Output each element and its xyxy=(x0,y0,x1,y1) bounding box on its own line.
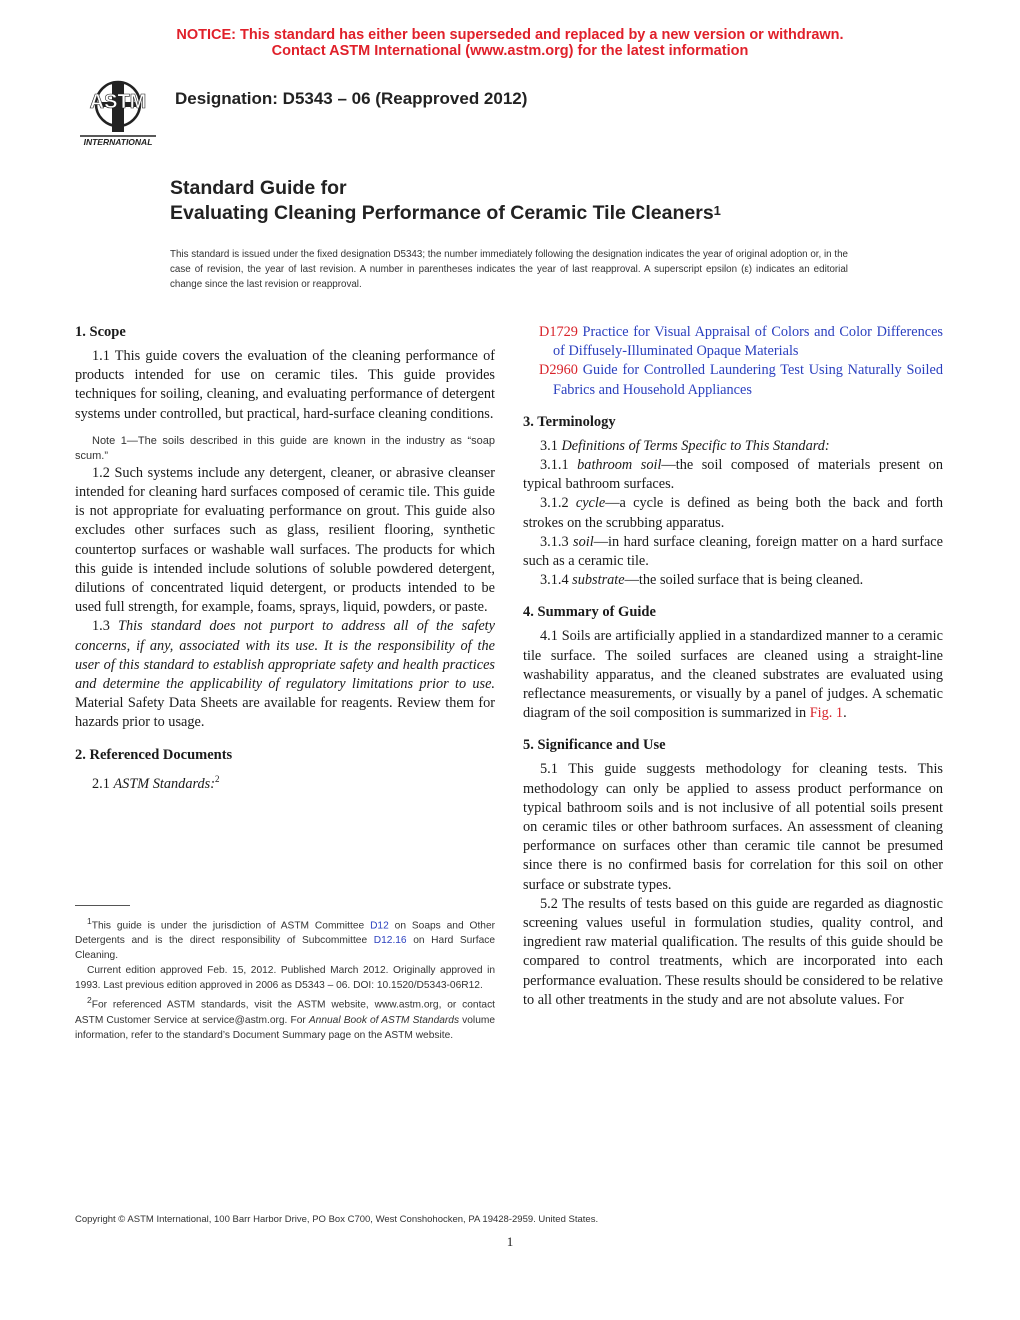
section-heading-summary: 4. Summary of Guide xyxy=(523,604,656,621)
notice-line-2: Contact ASTM International (www.astm.org) for the latest information xyxy=(271,43,749,59)
link-fig-1[interactable]: Fig. 1 xyxy=(809,705,844,722)
page-number: 1 xyxy=(506,1234,514,1249)
link-d12-16[interactable]: D12.16 xyxy=(373,935,407,947)
link-d12[interactable]: D12 xyxy=(370,920,389,932)
left-column xyxy=(75,323,495,794)
footnote-2: $^2$For referenced ASTM standards, visit the ASTM website, www.astm.org, or contact ASTM Customer Service at service@astm.org. For Annual Book of ASTM Standards volume information, refer to the standard’s Document Summary page on the ASTM website. xyxy=(75,995,496,1041)
title-line-2: Evaluating Cleaning Performance of Ceramic Tile Cleaners$^1$ xyxy=(170,202,721,224)
footnotes xyxy=(75,914,495,1043)
designation: Designation: D5343 – 06 (Reapproved 2012) xyxy=(175,89,528,108)
svg-text:ASTM: ASTM xyxy=(89,91,147,113)
notice-line-1: NOTICE: This standard has either been superseded and replaced by a new version or withdrawn. xyxy=(176,27,844,43)
right-column xyxy=(523,323,943,1010)
para-5-2: 5.2 The results of tests based on this guide are regarded as diagnostic screening values useful in formulation studies, quality control, and ingredient raw material qualification. The results of this guide should be compared to control treatments, which are incorporated into each performance evaluation. These results should be considered to be relative to all other treatments in the study and are not absolute values. For xyxy=(523,895,943,1008)
document-title xyxy=(170,176,721,226)
para-1-3: 1.3 This standard does not purport to address all of the safety concerns, if any, associated with its use. It is the responsibility of the user of this standard to establish appropriate safety and health practices and determine the applicability of regulatory limitations prior to use. Material Safety Data Sheets are available for reagents. Review them for hazards prior to usage. xyxy=(75,618,495,731)
astm-logo xyxy=(76,74,160,148)
title-footnote-marker: 1 xyxy=(713,203,721,218)
para-3-1-1: 3.1.1 bathroom soil—the soil composed of materials present on typical bathroom surfaces. xyxy=(523,457,943,493)
ref-d1729[interactable]: D1729 Practice for Visual Appraisal of Colors and Color Differences of Diffusely-Illuminated Opaque Materials xyxy=(539,324,943,360)
section-heading-scope: 1. Scope xyxy=(75,324,126,340)
footnote-divider xyxy=(75,905,130,906)
section-heading-significance: 5. Significance and Use xyxy=(523,737,666,754)
para-3-1-3: 3.1.3 soil—in hard surface cleaning, foreign matter on a hard surface such as a ceramic tile. xyxy=(523,533,943,570)
section-heading-refdocs: 2. Referenced Documents xyxy=(75,746,233,763)
logo-subtext: INTERNATIONAL xyxy=(83,137,153,147)
para-3-1-2: 3.1.2 cycle—a cycle is defined as being both the back and forth strokes on the scrubbing apparatus. xyxy=(523,495,943,531)
para-4-1: 4.1 Soils are artificially applied in a standardized manner to a ceramic tile surface. The soiled surfaces are cleaned using a straight-line washability apparatus, and the cleaned substrates are evaluated using reflectance measurements, or visually by a panel of judges. A schematic diagram of the soil composition is summarized in Fig. 1. xyxy=(523,628,943,722)
note-1: Note 1—The soils described in this guide are known in the industry as “soap scum.” xyxy=(75,434,495,462)
para-3-1: 3.1 Definitions of Terms Specific to This Standard: xyxy=(540,437,830,454)
ref-d2960[interactable]: D2960 Guide for Controlled Laundering Test Using Naturally Soiled Fabrics and Household Appliances xyxy=(539,362,943,398)
copyright: Copyright © ASTM International, 100 Barr Harbor Drive, PO Box C700, West Conshohocken, PA 19428-2959. United States. xyxy=(75,1214,599,1225)
para-1-1: 1.1 This guide covers the evaluation of the cleaning performance of products intended for use on ceramic tiles. This guide provides techniques for soiling, cleaning, and evaluating performance of detergent systems under controlled, but practical, hard-surface cleaning conditions. xyxy=(75,348,495,422)
para-2-1: 2.1 ASTM Standards:$^2$ xyxy=(92,773,220,792)
para-1-2: 1.2 Such systems include any detergent, cleaner, or abrasive cleanser intended for cleaning hard surfaces composed of ceramic tile. This guide is not appropriate for evaluating performance on grout. This guide also excludes other surfaces such as glass, resilient flooring, synthetic countertop surfaces or washable wall surfaces. The products for which this guide is intended include solutions of soluble powdered detergent, dilutions of concentrated liquid detergent, or products intended to be used full strength, for example, foams, sprays, liquid, powders, or paste. xyxy=(75,464,495,616)
issuance-statement: This standard is issued under the fixed designation D5343; the number immediately following the designation indicates the year of original adoption or, in the case of revision, the year of last revision. A number in parentheses indicates the year of last reapproval. A superscript epsilon (ε) indicates an editorial change since the last revision or reapproval. xyxy=(170,249,848,290)
footnote-1-edition: Current edition approved Feb. 15, 2012. Published March 2012. Originally approved in 1993. Last previous edition approved in 2006 as D5343 – 06. DOI: 10.1520/D5343-06R12. xyxy=(75,965,495,992)
para-3-1-4: 3.1.4 substrate—the soiled surface that is being cleaned. xyxy=(540,572,864,589)
section-heading-terminology: 3. Terminology xyxy=(523,413,616,430)
footnote-1: $^1$This guide is under the jurisdiction of ASTM Committee D12 on Soaps and Other Detergents and is the direct responsibility of Subcommittee D12.16 on Hard Surface Cleaning. xyxy=(75,916,496,962)
title-line-1: Standard Guide for xyxy=(170,177,347,199)
para-5-1: 5.1 This guide suggests methodology for cleaning tests. This methodology can only be applied to assess product performance on typical bathroom soils and is not inclusive of all potential soils present on ceramic tiles or other bathroom surfaces. An assessment of cleaning performance on surfaces other than ceramic tile cannot be presumed since there is no confirmed basis for correlation for this soil on other surface or substrate types. xyxy=(523,761,943,893)
